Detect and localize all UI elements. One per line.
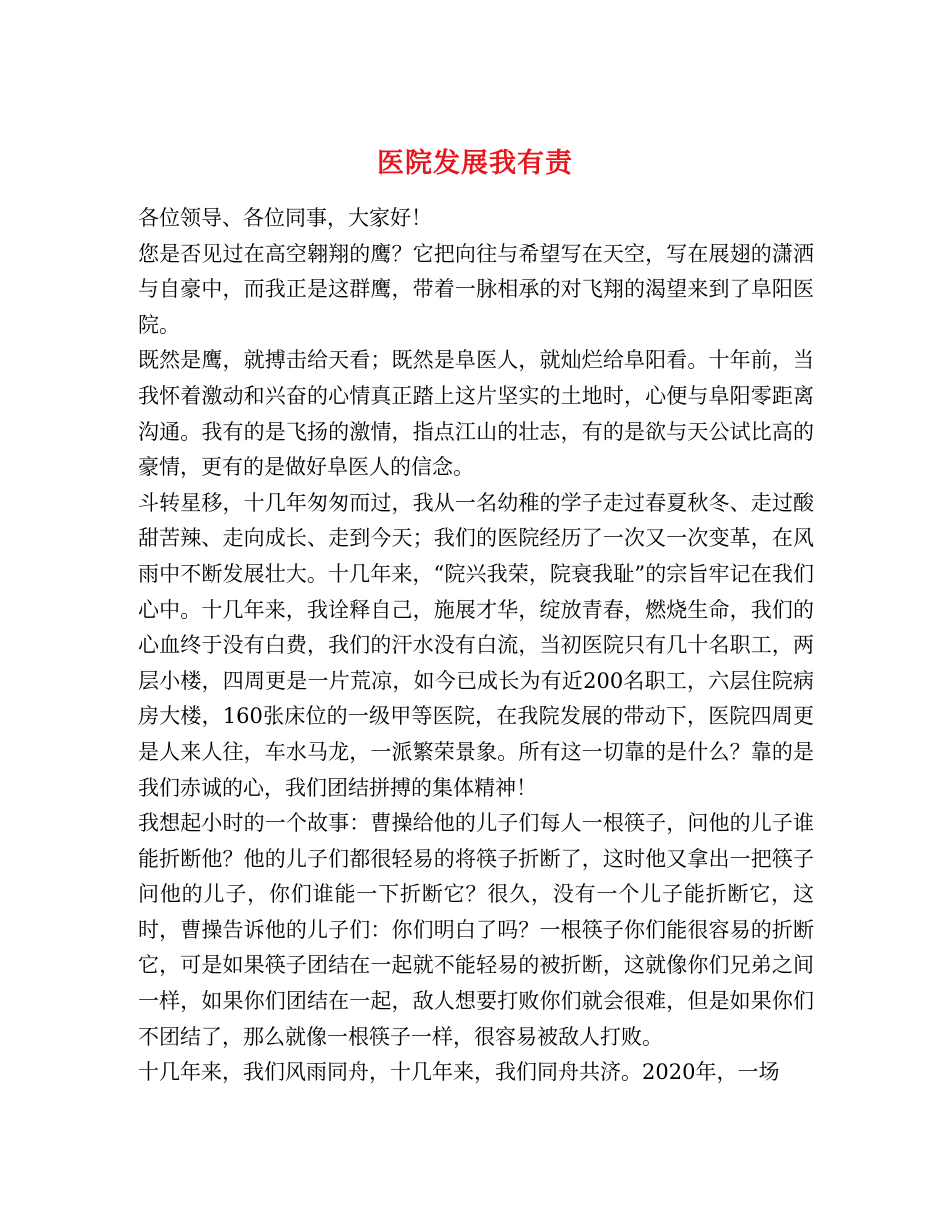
paragraph-chopsticks-story: 我想起小时的一个故事：曹操给他的儿子们每人一根筷子，问他的儿子谁能折断他？他的儿子们都很轻易的将筷子折断了，这时他又拿出一把筷子问他的儿子，你们谁能一下折断它？很久，没有一个儿子能折断它，这时，曹操告诉他的儿子们：你们明白了吗？一根筷子你们能很容易的折断它，可是如果筷子团结在一起就不能轻易的被折断，这就像你们兄弟之间一样，如果你们团结在一起，敌人想要打败你们就会很难，但是如果你们不团结了，那么就像一根筷子一样，很容易被敌人打败。 bbox=[138, 811, 814, 1049]
paragraph-ten-years-ago: 既然是鹰，就搏击给天看；既然是阜医人，就灿烂给阜阳看。十年前，当我怀着激动和兴奋的心情真正踏上这片坚实的土地时，心便与阜阳零距离沟通。我有的是飞扬的激情，指点江山的壮志，有的是欲与天公试比高的豪情，更有的是做好阜医人的信念。 bbox=[138, 348, 814, 480]
paragraph-development: 斗转星移，十几年匆匆而过，我从一名幼稚的学子走过春夏秋冬、走过酸甜苦辣、走向成长、走到今天；我们的医院经历了一次又一次变革，在风雨中不断发展壮大。十几年来，“院兴我荣，院衰我耻”的宗旨牢记在我们心中。十几年来，我诠释自己，施展才华，绽放青春，燃烧生命，我们的心血终于没有白费，我们的汗水没有白流，当初医院只有几十名职工，两层小楼，四周更是一片荒凉，如今已成长为有近200名职工，六层住院病房大楼，160张床位的一级甲等医院，在我院发展的带动下，医院四周更是人来人往，车水马龙，一派繁荣景象。所有这一切靠的是什么？靠的是我们赤诚的心，我们团结拼搏的集体精神！ bbox=[138, 490, 814, 800]
document-body bbox=[138, 201, 814, 1091]
paragraph-continuation: 十几年来，我们风雨同舟，十几年来，我们同舟共济。2020年，一场 bbox=[138, 1060, 780, 1085]
paragraph-eagle: 您是否见过在高空翱翔的鹰？它把向往与希望写在天空，写在展翅的潇洒与自豪中，而我正是这群鹰，带着一脉相承的对飞翔的渴望来到了阜阳医院。 bbox=[138, 241, 814, 337]
paragraph-greeting: 各位领导、各位同事，大家好！ bbox=[138, 206, 432, 230]
document-title: 医院发展我有责 bbox=[377, 148, 573, 180]
